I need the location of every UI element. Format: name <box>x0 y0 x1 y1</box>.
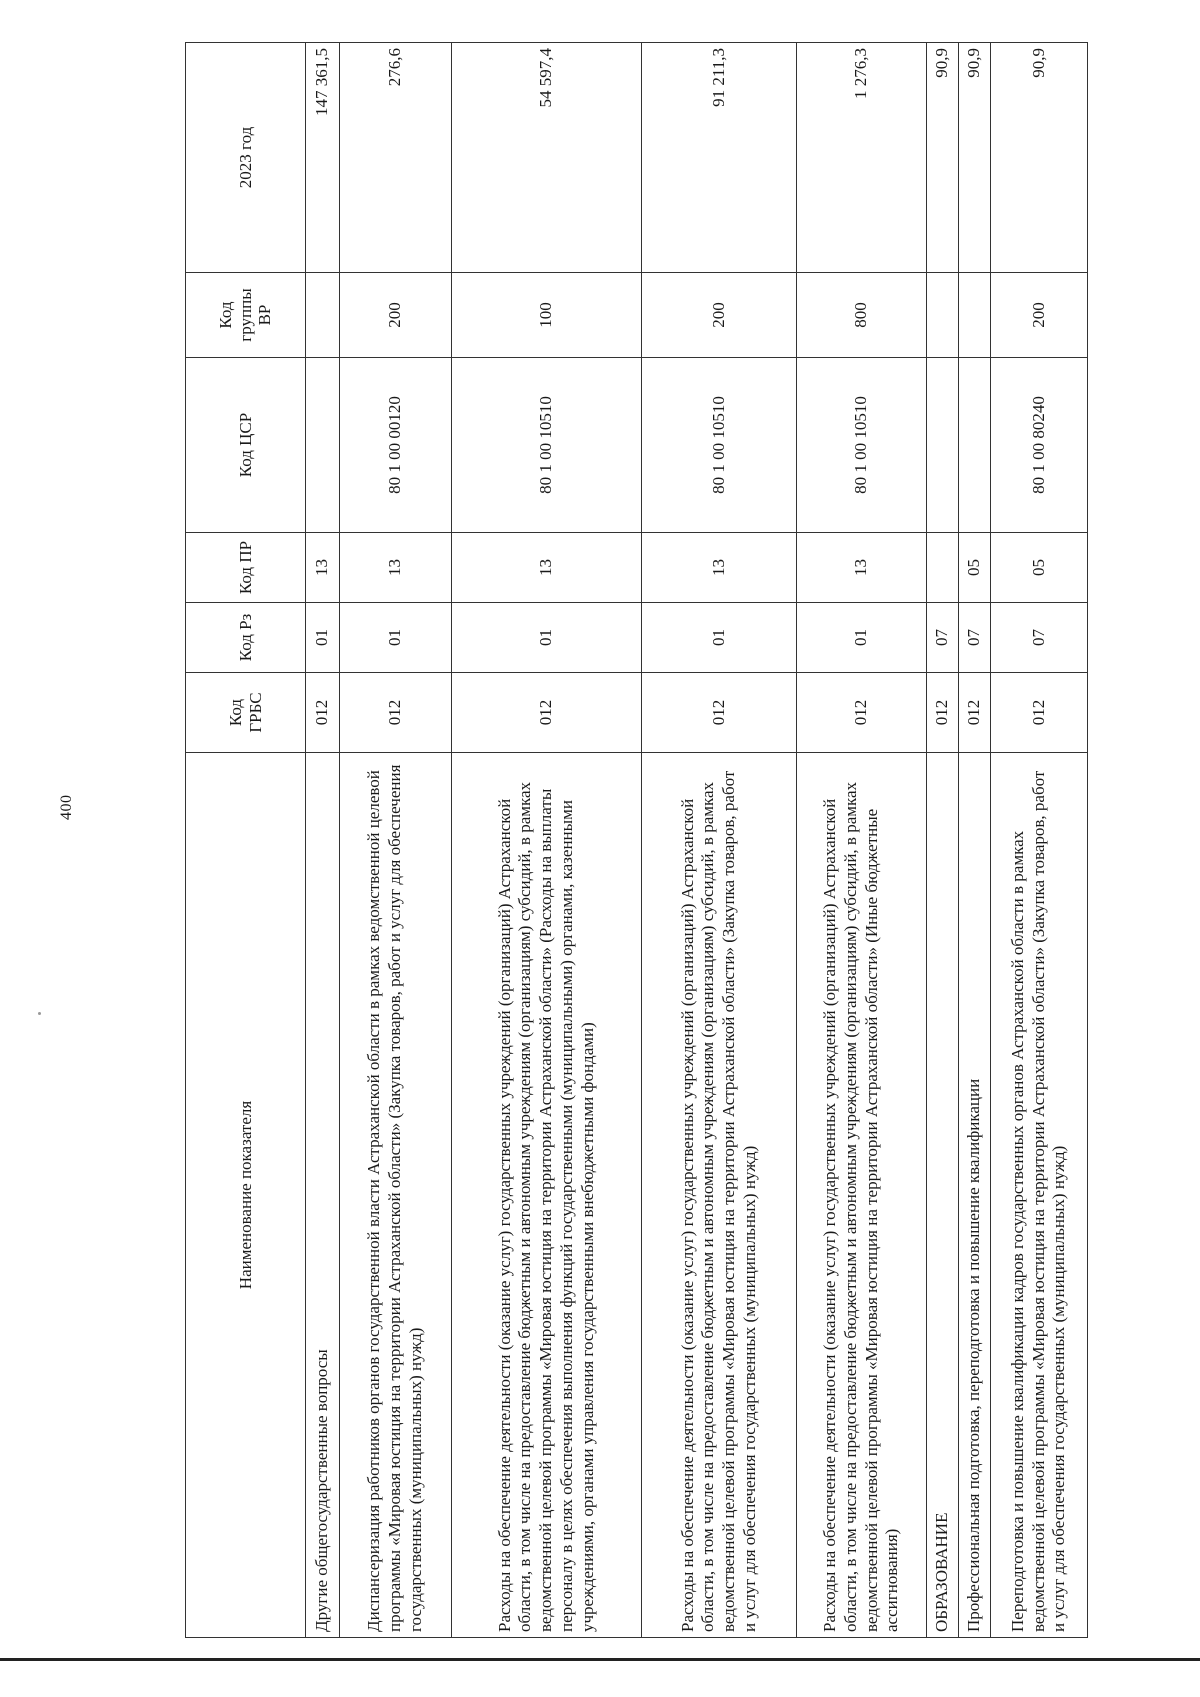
cell-name: Диспансеризация работников органов государственной власти Астраханской области в рамках ведомственной целевой программы «Мировая юстиция на территории Астраханской области» (Закупка товаров, работ и услуг для обеспечения государственных (муниципальных) нужд) <box>340 753 452 1638</box>
header-rz: Код Рз <box>186 603 306 673</box>
cell-grbs: 012 <box>927 673 959 753</box>
table-row <box>991 43 1088 1638</box>
cell-grbs: 012 <box>797 673 927 753</box>
cell-vr <box>306 273 340 358</box>
cell-pr: 13 <box>642 533 797 603</box>
cell-csr: 80 1 00 10510 <box>452 358 642 533</box>
cell-amount: 90,9 <box>991 43 1088 273</box>
cell-vr <box>927 273 959 358</box>
budget-table-rotated <box>185 43 1087 1638</box>
cell-name: Другие общегосударственные вопросы <box>306 753 340 1638</box>
cell-amount: 1 276,3 <box>797 43 927 273</box>
cell-name: Расходы на обеспечение деятельности (оказание услуг) государственных учреждений (организаций) Астраханской области, в том числе на предоставление бюджетным и автономным учреждениям (организациям) субсидий, в рамках ведомственной целевой программы «Мировая юстиция на территории Астраханской области» (Расходы на выплаты персоналу в целях обеспечения выполнения функций государственными (муниципальными) органами, казенными учреждениями, органами управления государственными внебюджетными фондами) <box>452 753 642 1638</box>
cell-vr <box>959 273 991 358</box>
cell-pr: 13 <box>797 533 927 603</box>
cell-amount: 90,9 <box>927 43 959 273</box>
table-row <box>959 43 991 1638</box>
header-name: Наименование показателя <box>186 753 306 1638</box>
cell-rz: 01 <box>340 603 452 673</box>
table-row <box>452 43 642 1638</box>
cell-name: ОБРАЗОВАНИЕ <box>927 753 959 1638</box>
cell-pr: 05 <box>959 533 991 603</box>
cell-vr: 800 <box>797 273 927 358</box>
cell-pr: 13 <box>340 533 452 603</box>
table-header-row <box>186 43 306 1638</box>
cell-csr <box>927 358 959 533</box>
cell-grbs: 012 <box>991 673 1088 753</box>
cell-name: Расходы на обеспечение деятельности (оказание услуг) государственных учреждений (организаций) Астраханской области, в том числе на предоставление бюджетным и автономным учреждениям (организациям) субсидий, в рамках ведомственной целевой программы «Мировая юстиция на территории Астраханской области» (Закупка товаров, работ и услуг для обеспечения государственных (муниципальных) нужд) <box>642 753 797 1638</box>
cell-csr: 80 1 00 10510 <box>642 358 797 533</box>
cell-amount: 91 211,3 <box>642 43 797 273</box>
cell-rz: 01 <box>306 603 340 673</box>
cell-vr: 200 <box>340 273 452 358</box>
cell-name: Переподготовка и повышение квалификации кадров государственных органов Астраханской области в рамках ведомственной целевой программы «Мировая юстиция на территории Астраханской области» (Закупка товаров, работ и услуг для обеспечения государственных (муниципальных) нужд) <box>991 753 1088 1638</box>
cell-amount: 147 361,5 <box>306 43 340 273</box>
cell-vr: 100 <box>452 273 642 358</box>
cell-rz: 07 <box>991 603 1088 673</box>
bottom-rule <box>0 1658 1200 1661</box>
cell-name: Расходы на обеспечение деятельности (оказание услуг) государственных учреждений (организаций) Астраханской области, в том числе на предоставление бюджетным и автономным учреждениям (организациям) субсидий, в рамках ведомственной целевой программы «Мировая юстиция на территории Астраханской области» (Иные бюджетные ассигнования) <box>797 753 927 1638</box>
table-row <box>797 43 927 1638</box>
header-amount: 2023 год <box>186 43 306 273</box>
table-row <box>642 43 797 1638</box>
table-row <box>306 43 340 1638</box>
header-csr: Код ЦСР <box>186 358 306 533</box>
header-grbs: Код ГРБС <box>186 673 306 753</box>
cell-pr: 13 <box>452 533 642 603</box>
page-number: 400 <box>58 794 75 820</box>
cell-pr: 05 <box>991 533 1088 603</box>
cell-csr <box>306 358 340 533</box>
scan-speck <box>38 1012 41 1015</box>
cell-rz: 07 <box>959 603 991 673</box>
cell-vr: 200 <box>642 273 797 358</box>
cell-grbs: 012 <box>452 673 642 753</box>
cell-grbs: 012 <box>642 673 797 753</box>
cell-csr: 80 1 00 00120 <box>340 358 452 533</box>
cell-csr: 80 1 00 80240 <box>991 358 1088 533</box>
cell-pr: 13 <box>306 533 340 603</box>
cell-amount: 276,6 <box>340 43 452 273</box>
cell-amount: 90,9 <box>959 43 991 273</box>
cell-csr: 80 1 00 10510 <box>797 358 927 533</box>
cell-rz: 01 <box>797 603 927 673</box>
cell-pr <box>927 533 959 603</box>
cell-csr <box>959 358 991 533</box>
cell-rz: 01 <box>642 603 797 673</box>
cell-grbs: 012 <box>306 673 340 753</box>
table-row <box>927 43 959 1638</box>
header-vr: Код группы ВР <box>186 273 306 358</box>
cell-grbs: 012 <box>959 673 991 753</box>
cell-amount: 54 597,4 <box>452 43 642 273</box>
cell-rz: 07 <box>927 603 959 673</box>
cell-rz: 01 <box>452 603 642 673</box>
header-pr: Код ПР <box>186 533 306 603</box>
cell-name: Профессиональная подготовка, переподготовка и повышение квалификации <box>959 753 991 1638</box>
budget-table <box>185 42 1088 1638</box>
cell-vr: 200 <box>991 273 1088 358</box>
cell-grbs: 012 <box>340 673 452 753</box>
table-row <box>340 43 452 1638</box>
